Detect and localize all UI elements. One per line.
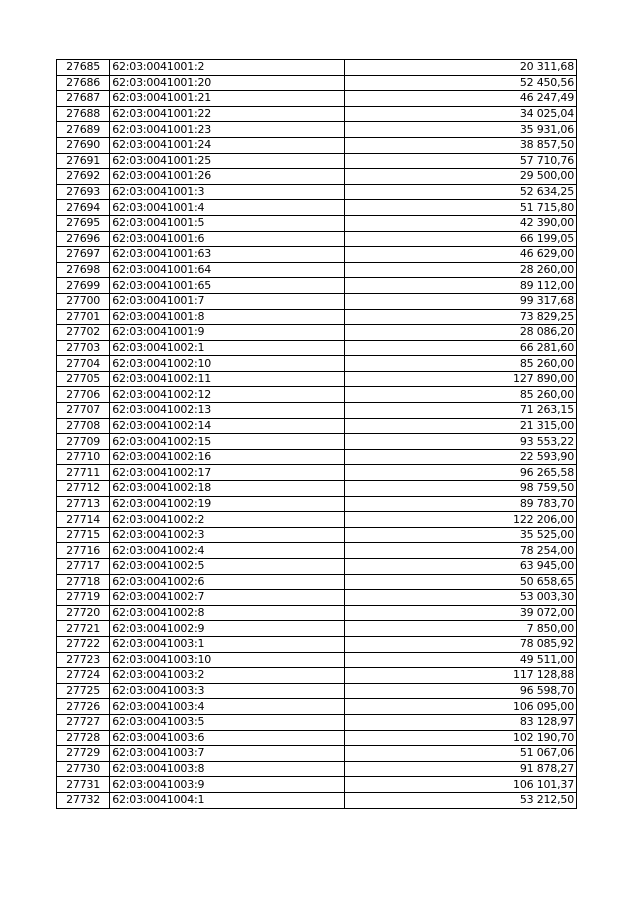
table-row bbox=[57, 527, 577, 543]
table-row bbox=[57, 730, 577, 746]
cadastral-value-cell: 50 658,65 bbox=[345, 574, 577, 590]
cadastral-number-cell: 62:03:0041002:18 bbox=[110, 481, 345, 497]
table-row bbox=[57, 371, 577, 387]
table-row bbox=[57, 418, 577, 434]
cadastral-value-cell: 21 315,00 bbox=[345, 418, 577, 434]
row-number-cell: 27732 bbox=[57, 792, 110, 808]
cadastral-number-cell: 62:03:0041003:5 bbox=[110, 714, 345, 730]
table-row bbox=[57, 746, 577, 762]
cadastral-value-cell: 52 634,25 bbox=[345, 184, 577, 200]
cadastral-number-cell: 62:03:0041001:4 bbox=[110, 200, 345, 216]
table-row bbox=[57, 652, 577, 668]
cadastral-number-cell: 62:03:0041001:24 bbox=[110, 137, 345, 153]
table-row bbox=[57, 215, 577, 231]
table-row bbox=[57, 122, 577, 138]
row-number-cell: 27723 bbox=[57, 652, 110, 668]
cadastral-number-cell: 62:03:0041004:1 bbox=[110, 792, 345, 808]
table-row bbox=[57, 481, 577, 497]
cadastral-value-cell: 85 260,00 bbox=[345, 356, 577, 372]
document-page bbox=[56, 59, 577, 809]
cadastral-value-cell: 93 553,22 bbox=[345, 434, 577, 450]
table-row bbox=[57, 137, 577, 153]
row-number-cell: 27711 bbox=[57, 465, 110, 481]
cadastral-number-cell: 62:03:0041001:22 bbox=[110, 106, 345, 122]
cadastral-number-cell: 62:03:0041002:15 bbox=[110, 434, 345, 450]
cadastral-number-cell: 62:03:0041001:26 bbox=[110, 169, 345, 185]
cadastral-value-cell: 102 190,70 bbox=[345, 730, 577, 746]
cadastral-number-cell: 62:03:0041002:6 bbox=[110, 574, 345, 590]
cadastral-number-cell: 62:03:0041001:5 bbox=[110, 215, 345, 231]
table-row bbox=[57, 761, 577, 777]
cadastral-value-cell: 42 390,00 bbox=[345, 215, 577, 231]
table-row bbox=[57, 543, 577, 559]
cadastral-value-cell: 89 783,70 bbox=[345, 496, 577, 512]
row-number-cell: 27718 bbox=[57, 574, 110, 590]
cadastral-value-cell: 91 878,27 bbox=[345, 761, 577, 777]
table-row bbox=[57, 278, 577, 294]
cadastral-number-cell: 62:03:0041003:3 bbox=[110, 683, 345, 699]
row-number-cell: 27728 bbox=[57, 730, 110, 746]
table-row bbox=[57, 309, 577, 325]
cadastral-number-cell: 62:03:0041002:10 bbox=[110, 356, 345, 372]
table-row bbox=[57, 169, 577, 185]
cadastral-value-cell: 66 281,60 bbox=[345, 340, 577, 356]
cadastral-value-cell: 49 511,00 bbox=[345, 652, 577, 668]
cadastral-number-cell: 62:03:0041002:2 bbox=[110, 512, 345, 528]
table-row bbox=[57, 792, 577, 808]
table-row bbox=[57, 200, 577, 216]
table-row bbox=[57, 590, 577, 606]
cadastral-number-cell: 62:03:0041001:9 bbox=[110, 325, 345, 341]
row-number-cell: 27691 bbox=[57, 153, 110, 169]
row-number-cell: 27685 bbox=[57, 60, 110, 76]
table-row bbox=[57, 247, 577, 263]
cadastral-value-cell: 106 101,37 bbox=[345, 777, 577, 793]
cadastral-number-cell: 62:03:0041001:2 bbox=[110, 60, 345, 76]
table-row bbox=[57, 325, 577, 341]
row-number-cell: 27696 bbox=[57, 231, 110, 247]
table-row bbox=[57, 699, 577, 715]
row-number-cell: 27693 bbox=[57, 184, 110, 200]
table-row bbox=[57, 605, 577, 621]
row-number-cell: 27700 bbox=[57, 293, 110, 309]
table-row bbox=[57, 512, 577, 528]
table-row bbox=[57, 356, 577, 372]
table-row bbox=[57, 340, 577, 356]
cadastral-number-cell: 62:03:0041002:3 bbox=[110, 527, 345, 543]
row-number-cell: 27689 bbox=[57, 122, 110, 138]
row-number-cell: 27704 bbox=[57, 356, 110, 372]
cadastral-number-cell: 62:03:0041002:1 bbox=[110, 340, 345, 356]
cadastral-number-cell: 62:03:0041003:2 bbox=[110, 668, 345, 684]
cadastral-number-cell: 62:03:0041001:20 bbox=[110, 75, 345, 91]
table-row bbox=[57, 262, 577, 278]
row-number-cell: 27709 bbox=[57, 434, 110, 450]
cadastral-number-cell: 62:03:0041002:19 bbox=[110, 496, 345, 512]
row-number-cell: 27702 bbox=[57, 325, 110, 341]
table-row bbox=[57, 403, 577, 419]
cadastral-number-cell: 62:03:0041002:5 bbox=[110, 559, 345, 575]
table-row bbox=[57, 106, 577, 122]
cadastral-number-cell: 62:03:0041001:64 bbox=[110, 262, 345, 278]
table-row bbox=[57, 434, 577, 450]
row-number-cell: 27701 bbox=[57, 309, 110, 325]
cadastral-number-cell: 62:03:0041002:14 bbox=[110, 418, 345, 434]
cadastral-value-cell: 98 759,50 bbox=[345, 481, 577, 497]
table-row bbox=[57, 449, 577, 465]
cadastral-value-cell: 66 199,05 bbox=[345, 231, 577, 247]
cadastral-value-cell: 73 829,25 bbox=[345, 309, 577, 325]
cadastral-number-cell: 62:03:0041001:3 bbox=[110, 184, 345, 200]
table-row bbox=[57, 559, 577, 575]
cadastral-value-cell: 35 931,06 bbox=[345, 122, 577, 138]
row-number-cell: 27731 bbox=[57, 777, 110, 793]
table-row bbox=[57, 293, 577, 309]
table-row bbox=[57, 668, 577, 684]
row-number-cell: 27729 bbox=[57, 746, 110, 762]
row-number-cell: 27690 bbox=[57, 137, 110, 153]
cadastral-value-cell: 35 525,00 bbox=[345, 527, 577, 543]
cadastral-value-cell: 89 112,00 bbox=[345, 278, 577, 294]
cadastral-value-cell: 38 857,50 bbox=[345, 137, 577, 153]
table-row bbox=[57, 153, 577, 169]
cadastral-value-cell: 53 212,50 bbox=[345, 792, 577, 808]
table-row bbox=[57, 714, 577, 730]
cadastral-number-cell: 62:03:0041001:63 bbox=[110, 247, 345, 263]
row-number-cell: 27695 bbox=[57, 215, 110, 231]
cadastral-value-cell: 51 067,06 bbox=[345, 746, 577, 762]
table-row bbox=[57, 465, 577, 481]
table-row bbox=[57, 60, 577, 76]
row-number-cell: 27694 bbox=[57, 200, 110, 216]
cadastral-value-cell: 28 260,00 bbox=[345, 262, 577, 278]
cadastral-value-cell: 34 025,04 bbox=[345, 106, 577, 122]
cadastral-value-cell: 99 317,68 bbox=[345, 293, 577, 309]
cadastral-value-cell: 127 890,00 bbox=[345, 371, 577, 387]
row-number-cell: 27688 bbox=[57, 106, 110, 122]
cadastral-value-cell: 57 710,76 bbox=[345, 153, 577, 169]
cadastral-number-cell: 62:03:0041001:23 bbox=[110, 122, 345, 138]
cadastral-value-cell: 71 263,15 bbox=[345, 403, 577, 419]
row-number-cell: 27714 bbox=[57, 512, 110, 528]
cadastral-number-cell: 62:03:0041001:65 bbox=[110, 278, 345, 294]
table-row bbox=[57, 91, 577, 107]
table-row bbox=[57, 683, 577, 699]
cadastral-number-cell: 62:03:0041003:1 bbox=[110, 636, 345, 652]
row-number-cell: 27706 bbox=[57, 387, 110, 403]
row-number-cell: 27703 bbox=[57, 340, 110, 356]
row-number-cell: 27725 bbox=[57, 683, 110, 699]
row-number-cell: 27722 bbox=[57, 636, 110, 652]
row-number-cell: 27719 bbox=[57, 590, 110, 606]
row-number-cell: 27727 bbox=[57, 714, 110, 730]
cadastral-value-cell: 63 945,00 bbox=[345, 559, 577, 575]
cadastral-number-cell: 62:03:0041002:13 bbox=[110, 403, 345, 419]
cadastral-number-cell: 62:03:0041003:7 bbox=[110, 746, 345, 762]
cadastral-value-cell: 106 095,00 bbox=[345, 699, 577, 715]
cadastral-value-cell: 20 311,68 bbox=[345, 60, 577, 76]
cadastral-number-cell: 62:03:0041003:10 bbox=[110, 652, 345, 668]
row-number-cell: 27697 bbox=[57, 247, 110, 263]
table-row bbox=[57, 777, 577, 793]
row-number-cell: 27724 bbox=[57, 668, 110, 684]
row-number-cell: 27692 bbox=[57, 169, 110, 185]
cadastral-number-cell: 62:03:0041001:7 bbox=[110, 293, 345, 309]
cadastral-value-cell: 7 850,00 bbox=[345, 621, 577, 637]
row-number-cell: 27726 bbox=[57, 699, 110, 715]
row-number-cell: 27721 bbox=[57, 621, 110, 637]
cadastral-value-cell: 117 128,88 bbox=[345, 668, 577, 684]
table-row bbox=[57, 75, 577, 91]
row-number-cell: 27715 bbox=[57, 527, 110, 543]
cadastral-number-cell: 62:03:0041002:17 bbox=[110, 465, 345, 481]
table-row bbox=[57, 636, 577, 652]
cadastral-number-cell: 62:03:0041002:8 bbox=[110, 605, 345, 621]
cadastral-value-cell: 96 265,58 bbox=[345, 465, 577, 481]
cadastral-value-cell: 78 085,92 bbox=[345, 636, 577, 652]
row-number-cell: 27730 bbox=[57, 761, 110, 777]
cadastral-number-cell: 62:03:0041001:25 bbox=[110, 153, 345, 169]
cadastral-number-cell: 62:03:0041002:12 bbox=[110, 387, 345, 403]
row-number-cell: 27707 bbox=[57, 403, 110, 419]
cadastral-number-cell: 62:03:0041001:21 bbox=[110, 91, 345, 107]
row-number-cell: 27716 bbox=[57, 543, 110, 559]
cadastral-number-cell: 62:03:0041002:4 bbox=[110, 543, 345, 559]
cadastral-value-cell: 52 450,56 bbox=[345, 75, 577, 91]
row-number-cell: 27705 bbox=[57, 371, 110, 387]
row-number-cell: 27710 bbox=[57, 449, 110, 465]
row-number-cell: 27717 bbox=[57, 559, 110, 575]
table-row bbox=[57, 496, 577, 512]
row-number-cell: 27712 bbox=[57, 481, 110, 497]
table-row bbox=[57, 231, 577, 247]
cadastral-value-cell: 28 086,20 bbox=[345, 325, 577, 341]
cadastral-number-cell: 62:03:0041003:6 bbox=[110, 730, 345, 746]
row-number-cell: 27713 bbox=[57, 496, 110, 512]
table-row bbox=[57, 574, 577, 590]
table-body bbox=[57, 60, 577, 809]
cadastral-value-cell: 53 003,30 bbox=[345, 590, 577, 606]
cadastral-value-cell: 83 128,97 bbox=[345, 714, 577, 730]
cadastral-value-cell: 78 254,00 bbox=[345, 543, 577, 559]
cadastral-value-cell: 46 629,00 bbox=[345, 247, 577, 263]
cadastral-value-cell: 96 598,70 bbox=[345, 683, 577, 699]
cadastral-value-cell: 51 715,80 bbox=[345, 200, 577, 216]
cadastral-number-cell: 62:03:0041002:16 bbox=[110, 449, 345, 465]
row-number-cell: 27698 bbox=[57, 262, 110, 278]
table-row bbox=[57, 621, 577, 637]
row-number-cell: 27686 bbox=[57, 75, 110, 91]
cadastre-value-table bbox=[56, 59, 577, 809]
table-row bbox=[57, 387, 577, 403]
cadastral-value-cell: 85 260,00 bbox=[345, 387, 577, 403]
cadastral-number-cell: 62:03:0041003:9 bbox=[110, 777, 345, 793]
cadastral-value-cell: 22 593,90 bbox=[345, 449, 577, 465]
cadastral-number-cell: 62:03:0041001:6 bbox=[110, 231, 345, 247]
row-number-cell: 27720 bbox=[57, 605, 110, 621]
cadastral-value-cell: 39 072,00 bbox=[345, 605, 577, 621]
cadastral-number-cell: 62:03:0041002:11 bbox=[110, 371, 345, 387]
cadastral-value-cell: 46 247,49 bbox=[345, 91, 577, 107]
row-number-cell: 27699 bbox=[57, 278, 110, 294]
cadastral-number-cell: 62:03:0041002:7 bbox=[110, 590, 345, 606]
row-number-cell: 27708 bbox=[57, 418, 110, 434]
cadastral-number-cell: 62:03:0041003:8 bbox=[110, 761, 345, 777]
cadastral-number-cell: 62:03:0041001:8 bbox=[110, 309, 345, 325]
row-number-cell: 27687 bbox=[57, 91, 110, 107]
table-row bbox=[57, 184, 577, 200]
cadastral-number-cell: 62:03:0041003:4 bbox=[110, 699, 345, 715]
cadastral-number-cell: 62:03:0041002:9 bbox=[110, 621, 345, 637]
cadastral-value-cell: 122 206,00 bbox=[345, 512, 577, 528]
cadastral-value-cell: 29 500,00 bbox=[345, 169, 577, 185]
